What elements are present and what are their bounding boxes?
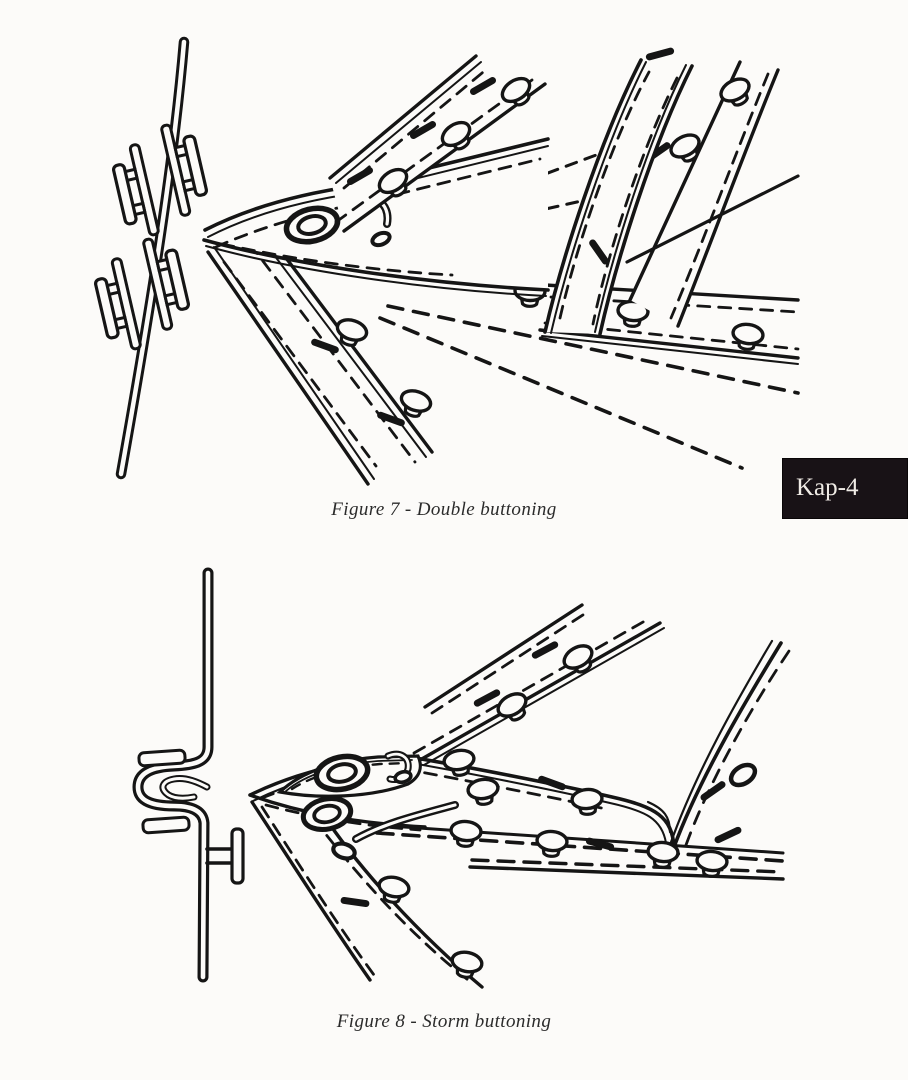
button	[536, 830, 568, 857]
lanyard-ring	[727, 761, 758, 789]
toggle-strap	[139, 750, 186, 766]
toggle-pin	[649, 51, 670, 57]
toggle-strap	[143, 817, 190, 833]
upper-strip	[414, 605, 664, 765]
figure8-illustration	[0, 555, 908, 1065]
button	[571, 788, 603, 815]
button	[450, 820, 482, 847]
button	[647, 841, 679, 868]
toggle-pin	[704, 785, 722, 798]
button	[696, 850, 728, 877]
storm-toggle	[207, 829, 243, 883]
bolt-rope	[88, 42, 213, 474]
toggle-pin	[542, 779, 563, 787]
figure-8-caption: Figure 8 - Storm buttoning	[336, 1011, 552, 1032]
mid-band	[398, 641, 789, 847]
button	[467, 778, 500, 807]
toggle-pin	[344, 900, 366, 903]
toggle-pin	[718, 830, 738, 839]
chapter-tab-label: Kap-4	[782, 458, 908, 519]
bottom-band	[375, 820, 783, 879]
bolt-rope	[138, 573, 243, 977]
figure-7-caption: Figure 7 - Double buttoning	[331, 499, 557, 520]
